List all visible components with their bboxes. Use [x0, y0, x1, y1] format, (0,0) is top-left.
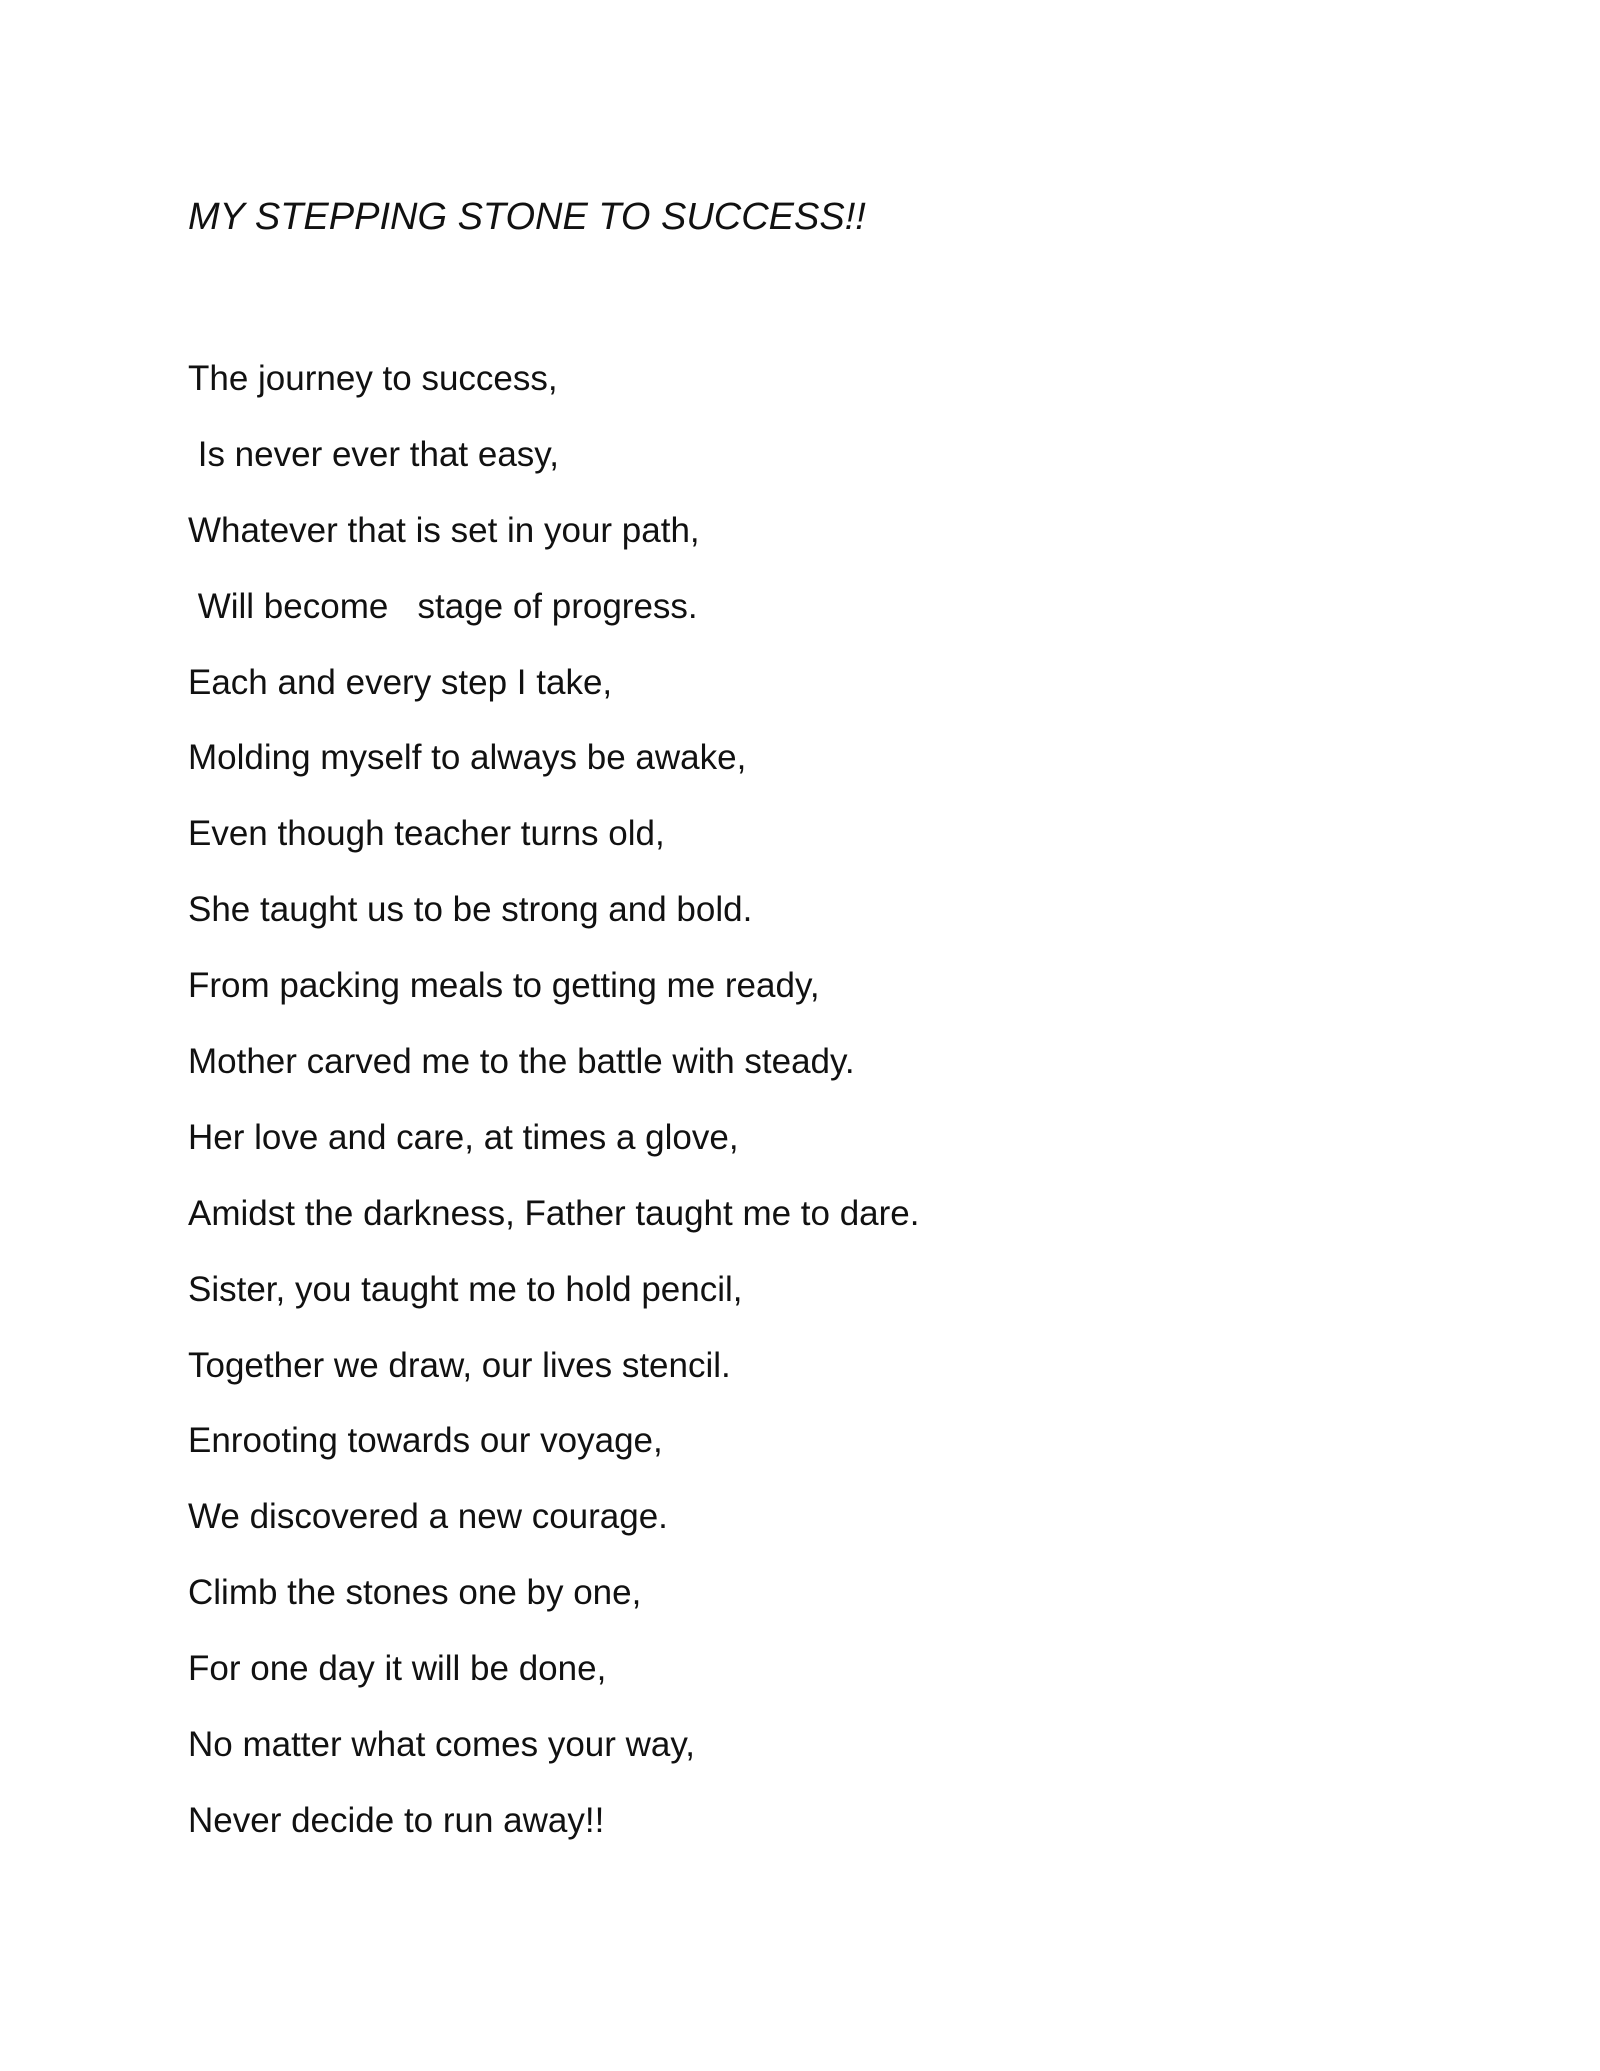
poem-line: Each and every step I take,: [188, 662, 613, 702]
poem-line: Together we draw, our lives stencil.: [188, 1345, 731, 1385]
poem-body: [188, 354, 919, 1872]
poem-title: MY STEPPING STONE TO SUCCESS!!: [188, 196, 866, 238]
poem-line: Will become stage of progress.: [188, 586, 698, 626]
poem-line: She taught us to be strong and bold.: [188, 890, 753, 930]
poem-line: Her love and care, at times a glove,: [188, 1117, 739, 1157]
poem-line: Even though teacher turns old,: [188, 814, 665, 854]
poem-line: For one day it will be done,: [188, 1649, 607, 1689]
poem-line: No matter what comes your way,: [188, 1725, 696, 1765]
poem-line: From packing meals to getting me ready,: [188, 966, 820, 1006]
poem-line: Climb the stones one by one,: [188, 1573, 642, 1613]
poem-line: Is never ever that easy,: [188, 434, 559, 474]
poem-line: We discovered a new courage.: [188, 1497, 668, 1537]
poem-line: Never decide to run away!!: [188, 1800, 605, 1840]
poem-line: Sister, you taught me to hold pencil,: [188, 1269, 743, 1309]
poem-line: The journey to success,: [188, 359, 558, 398]
poem-line: Amidst the darkness, Father taught me to dare.: [188, 1193, 920, 1233]
poem-line: Mother carved me to the battle with steady.: [188, 1042, 855, 1082]
poem-line: Enrooting towards our voyage,: [188, 1421, 663, 1461]
poem-line: Molding myself to always be awake,: [188, 738, 747, 778]
poem-line: Whatever that is set in your path,: [188, 510, 700, 550]
